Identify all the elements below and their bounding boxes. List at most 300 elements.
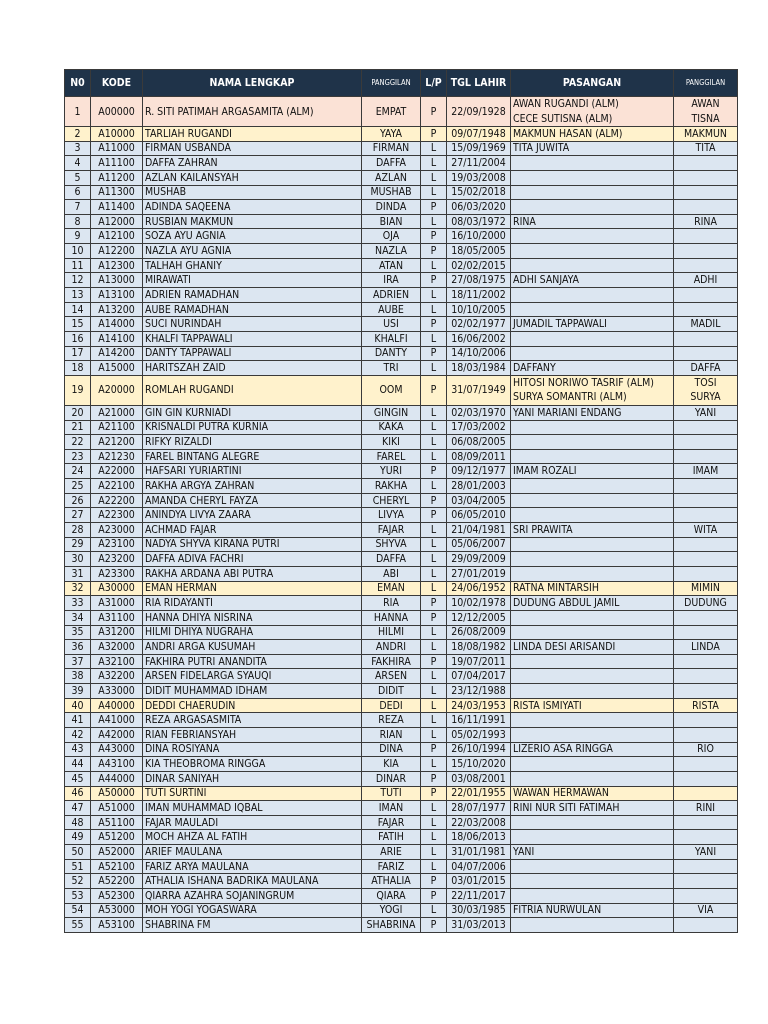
cell-tgl-lahir: 02/02/2015 xyxy=(447,258,511,273)
cell-pasangan xyxy=(511,566,674,581)
cell-panggilan: DAFFA xyxy=(362,156,421,171)
cell-pasangan: IMAM ROZALI xyxy=(511,464,674,479)
cell-tgl-lahir: 06/03/2020 xyxy=(447,200,511,215)
cell-nama-lengkap: MOCH AHZA AL FATIH xyxy=(143,830,362,845)
cell-lp: L xyxy=(421,331,447,346)
table-row xyxy=(65,508,738,523)
cell-panggilan: ARSEN xyxy=(362,669,421,684)
cell-tgl-lahir: 18/08/1982 xyxy=(447,640,511,655)
cell-tgl-lahir: 02/03/1970 xyxy=(447,405,511,420)
cell-pasangan: DUDUNG ABDUL JAMIL xyxy=(511,596,674,611)
cell-no: 7 xyxy=(65,200,91,215)
cell-pasangan xyxy=(511,420,674,435)
cell-nama-lengkap: ARIEF MAULANA xyxy=(143,845,362,860)
cell-kode: A12200 xyxy=(91,244,143,259)
cell-tgl-lahir: 19/07/2011 xyxy=(447,654,511,669)
table-row xyxy=(65,610,738,625)
cell-nama-lengkap: NAZLA AYU AGNIA xyxy=(143,244,362,259)
cell-panggilan: OJA xyxy=(362,229,421,244)
cell-panggilan: HILMI xyxy=(362,625,421,640)
cell-lp: L xyxy=(421,581,447,596)
cell-tgl-lahir: 10/10/2005 xyxy=(447,302,511,317)
cell-nama-lengkap: MIRAWATI xyxy=(143,273,362,288)
cell-nama-lengkap: DINAR SANIYAH xyxy=(143,771,362,786)
cell-kode: A21200 xyxy=(91,435,143,450)
cell-nama-lengkap: HAFSARI YURIARTINI xyxy=(143,464,362,479)
cell-nama-lengkap: IMAN MUHAMMAD IQBAL xyxy=(143,801,362,816)
table-row xyxy=(65,156,738,171)
cell-panggilan-pasangan: YANI xyxy=(674,845,738,860)
cell-no: 41 xyxy=(65,713,91,728)
cell-pasangan xyxy=(511,684,674,699)
col-header-panggilan: PANGGILAN xyxy=(362,70,421,97)
table-row xyxy=(65,479,738,494)
cell-panggilan: DIDIT xyxy=(362,684,421,699)
table-row xyxy=(65,141,738,156)
cell-kode: A32100 xyxy=(91,654,143,669)
cell-panggilan: KHALFI xyxy=(362,331,421,346)
table-row xyxy=(65,493,738,508)
cell-panggilan: QIARA xyxy=(362,889,421,904)
cell-panggilan-pasangan: MADIL xyxy=(674,317,738,332)
cell-lp: L xyxy=(421,903,447,918)
cell-lp: P xyxy=(421,244,447,259)
cell-kode: A51200 xyxy=(91,830,143,845)
cell-lp: L xyxy=(421,361,447,376)
cell-panggilan-pasangan xyxy=(674,170,738,185)
cell-kode: A53000 xyxy=(91,903,143,918)
cell-panggilan: DINAR xyxy=(362,771,421,786)
cell-no: 12 xyxy=(65,273,91,288)
cell-panggilan-pasangan: TOSI SURYA xyxy=(674,375,738,405)
cell-panggilan: CHERYL xyxy=(362,493,421,508)
cell-tgl-lahir: 22/03/2008 xyxy=(447,815,511,830)
cell-no: 39 xyxy=(65,684,91,699)
cell-kode: A30000 xyxy=(91,581,143,596)
cell-no: 30 xyxy=(65,552,91,567)
cell-no: 34 xyxy=(65,610,91,625)
table-row xyxy=(65,449,738,464)
cell-panggilan-pasangan xyxy=(674,771,738,786)
cell-lp: P xyxy=(421,200,447,215)
cell-kode: A15000 xyxy=(91,361,143,376)
cell-panggilan-pasangan: YANI xyxy=(674,405,738,420)
table-row xyxy=(65,669,738,684)
cell-nama-lengkap: FAKHIRA PUTRI ANANDITA xyxy=(143,654,362,669)
cell-lp: P xyxy=(421,889,447,904)
cell-nama-lengkap: ROMLAH RUGANDI xyxy=(143,375,362,405)
table-row xyxy=(65,405,738,420)
cell-lp: L xyxy=(421,859,447,874)
cell-pasangan xyxy=(511,918,674,933)
cell-kode: A12000 xyxy=(91,214,143,229)
cell-panggilan: ARIE xyxy=(362,845,421,860)
cell-panggilan-pasangan xyxy=(674,493,738,508)
cell-kode: A22000 xyxy=(91,464,143,479)
cell-pasangan: YANI xyxy=(511,845,674,860)
cell-nama-lengkap: RUSBIAN MAKMUN xyxy=(143,214,362,229)
cell-panggilan: RAKHA xyxy=(362,479,421,494)
cell-panggilan-pasangan xyxy=(674,684,738,699)
cell-kode: A23000 xyxy=(91,523,143,538)
cell-lp: L xyxy=(421,449,447,464)
cell-panggilan-pasangan xyxy=(674,258,738,273)
cell-nama-lengkap: ACHMAD FAJAR xyxy=(143,523,362,538)
col-header-nama-lengkap: NAMA LENGKAP xyxy=(143,70,362,97)
cell-no: 40 xyxy=(65,698,91,713)
cell-panggilan-pasangan xyxy=(674,713,738,728)
cell-pasangan: ADHI SANJAYA xyxy=(511,273,674,288)
cell-no: 11 xyxy=(65,258,91,273)
cell-panggilan: HANNA xyxy=(362,610,421,625)
cell-panggilan: KIKI xyxy=(362,435,421,450)
cell-tgl-lahir: 29/09/2009 xyxy=(447,552,511,567)
cell-no: 43 xyxy=(65,742,91,757)
col-header-panggilan-pasangan: PANGGILAN xyxy=(674,70,738,97)
cell-panggilan: ATHALIA xyxy=(362,874,421,889)
cell-pasangan: LINDA DESI ARISANDI xyxy=(511,640,674,655)
cell-panggilan: KAKA xyxy=(362,420,421,435)
cell-no: 10 xyxy=(65,244,91,259)
cell-panggilan-pasangan xyxy=(674,244,738,259)
cell-panggilan-pasangan xyxy=(674,552,738,567)
cell-no: 36 xyxy=(65,640,91,655)
cell-panggilan: YURI xyxy=(362,464,421,479)
cell-tgl-lahir: 03/08/2001 xyxy=(447,771,511,786)
cell-pasangan xyxy=(511,302,674,317)
cell-nama-lengkap: MUSHAB xyxy=(143,185,362,200)
cell-panggilan-pasangan xyxy=(674,757,738,772)
table-row xyxy=(65,317,738,332)
cell-kode: A51100 xyxy=(91,815,143,830)
cell-no: 14 xyxy=(65,302,91,317)
cell-nama-lengkap: GIN GIN KURNIADI xyxy=(143,405,362,420)
cell-no: 46 xyxy=(65,786,91,801)
cell-tgl-lahir: 21/04/1981 xyxy=(447,523,511,538)
cell-panggilan-pasangan xyxy=(674,449,738,464)
cell-no: 55 xyxy=(65,918,91,933)
table-row xyxy=(65,170,738,185)
cell-pasangan: RATNA MINTARSIH xyxy=(511,581,674,596)
table-row xyxy=(65,771,738,786)
cell-nama-lengkap: TUTI SURTINI xyxy=(143,786,362,801)
cell-tgl-lahir: 05/06/2007 xyxy=(447,537,511,552)
cell-panggilan: EMPAT xyxy=(362,97,421,127)
cell-pasangan xyxy=(511,771,674,786)
cell-tgl-lahir: 18/03/1984 xyxy=(447,361,511,376)
cell-pasangan: RINI NUR SITI FATIMAH xyxy=(511,801,674,816)
header-row xyxy=(65,70,738,97)
cell-lp: L xyxy=(421,625,447,640)
cell-panggilan: RIAN xyxy=(362,727,421,742)
cell-lp: P xyxy=(421,127,447,142)
cell-lp: P xyxy=(421,375,447,405)
cell-tgl-lahir: 06/05/2010 xyxy=(447,508,511,523)
cell-panggilan: REZA xyxy=(362,713,421,728)
cell-lp: L xyxy=(421,669,447,684)
cell-lp: L xyxy=(421,185,447,200)
cell-panggilan: IMAN xyxy=(362,801,421,816)
cell-no: 38 xyxy=(65,669,91,684)
cell-lp: L xyxy=(421,537,447,552)
table-row xyxy=(65,200,738,215)
cell-panggilan-pasangan xyxy=(674,479,738,494)
cell-pasangan: DAFFANY xyxy=(511,361,674,376)
cell-panggilan: FARIZ xyxy=(362,859,421,874)
col-header-tgl-lahir: TGL LAHIR xyxy=(447,70,511,97)
cell-panggilan-pasangan xyxy=(674,610,738,625)
cell-panggilan: DAFFA xyxy=(362,552,421,567)
cell-no: 18 xyxy=(65,361,91,376)
cell-panggilan: DINA xyxy=(362,742,421,757)
table-row xyxy=(65,698,738,713)
cell-pasangan xyxy=(511,258,674,273)
table-row xyxy=(65,654,738,669)
cell-no: 53 xyxy=(65,889,91,904)
cell-nama-lengkap: FARIZ ARYA MAULANA xyxy=(143,859,362,874)
cell-no: 52 xyxy=(65,874,91,889)
cell-nama-lengkap: QIARRA AZAHRA SOJANINGRUM xyxy=(143,889,362,904)
cell-no: 50 xyxy=(65,845,91,860)
cell-kode: A12300 xyxy=(91,258,143,273)
cell-kode: A13100 xyxy=(91,288,143,303)
cell-nama-lengkap: DANTY TAPPAWALI xyxy=(143,346,362,361)
cell-tgl-lahir: 12/12/2005 xyxy=(447,610,511,625)
cell-panggilan: FAKHIRA xyxy=(362,654,421,669)
cell-no: 5 xyxy=(65,170,91,185)
cell-lp: L xyxy=(421,552,447,567)
cell-panggilan: FIRMAN xyxy=(362,141,421,156)
col-header-lp: L/P xyxy=(421,70,447,97)
cell-kode: A53100 xyxy=(91,918,143,933)
cell-kode: A23300 xyxy=(91,566,143,581)
cell-tgl-lahir: 19/03/2008 xyxy=(447,170,511,185)
cell-pasangan: RINA xyxy=(511,214,674,229)
cell-kode: A14100 xyxy=(91,331,143,346)
cell-no: 29 xyxy=(65,537,91,552)
cell-kode: A13200 xyxy=(91,302,143,317)
table-row xyxy=(65,830,738,845)
cell-no: 4 xyxy=(65,156,91,171)
cell-nama-lengkap: AMANDA CHERYL FAYZA xyxy=(143,493,362,508)
cell-panggilan-pasangan xyxy=(674,331,738,346)
cell-lp: L xyxy=(421,815,447,830)
table-row xyxy=(65,273,738,288)
family-table xyxy=(64,69,738,933)
cell-panggilan-pasangan xyxy=(674,537,738,552)
cell-kode: A41000 xyxy=(91,713,143,728)
cell-kode: A32000 xyxy=(91,640,143,655)
cell-kode: A00000 xyxy=(91,97,143,127)
cell-no: 23 xyxy=(65,449,91,464)
cell-no: 13 xyxy=(65,288,91,303)
cell-tgl-lahir: 03/04/2005 xyxy=(447,493,511,508)
cell-panggilan-pasangan xyxy=(674,859,738,874)
cell-tgl-lahir: 10/02/1978 xyxy=(447,596,511,611)
cell-lp: L xyxy=(421,258,447,273)
cell-lp: P xyxy=(421,317,447,332)
cell-kode: A11100 xyxy=(91,156,143,171)
cell-lp: L xyxy=(421,698,447,713)
cell-no: 19 xyxy=(65,375,91,405)
cell-tgl-lahir: 27/11/2004 xyxy=(447,156,511,171)
cell-lp: P xyxy=(421,596,447,611)
cell-tgl-lahir: 02/02/1977 xyxy=(447,317,511,332)
cell-pasangan xyxy=(511,170,674,185)
table-row xyxy=(65,214,738,229)
cell-panggilan-pasangan xyxy=(674,435,738,450)
cell-pasangan: JUMADIL TAPPAWALI xyxy=(511,317,674,332)
cell-panggilan-pasangan xyxy=(674,669,738,684)
cell-lp: P xyxy=(421,771,447,786)
cell-no: 16 xyxy=(65,331,91,346)
cell-lp: P xyxy=(421,229,447,244)
table-row xyxy=(65,727,738,742)
table-row xyxy=(65,742,738,757)
cell-lp: P xyxy=(421,786,447,801)
cell-panggilan: AUBE xyxy=(362,302,421,317)
cell-pasangan: FITRIA NURWULAN xyxy=(511,903,674,918)
cell-panggilan-pasangan xyxy=(674,918,738,933)
cell-no: 8 xyxy=(65,214,91,229)
cell-lp: P xyxy=(421,508,447,523)
cell-kode: A52200 xyxy=(91,874,143,889)
cell-lp: L xyxy=(421,830,447,845)
cell-panggilan: SHABRINA xyxy=(362,918,421,933)
cell-lp: L xyxy=(421,713,447,728)
cell-kode: A31100 xyxy=(91,610,143,625)
cell-nama-lengkap: TALHAH GHANIY xyxy=(143,258,362,273)
cell-kode: A10000 xyxy=(91,127,143,142)
cell-tgl-lahir: 26/08/2009 xyxy=(447,625,511,640)
cell-tgl-lahir: 30/03/1985 xyxy=(447,903,511,918)
cell-panggilan-pasangan: LINDA xyxy=(674,640,738,655)
cell-pasangan xyxy=(511,859,674,874)
cell-no: 48 xyxy=(65,815,91,830)
cell-kode: A52000 xyxy=(91,845,143,860)
cell-panggilan: DINDA xyxy=(362,200,421,215)
cell-panggilan: FAJAR xyxy=(362,523,421,538)
cell-panggilan-pasangan: RIO xyxy=(674,742,738,757)
cell-tgl-lahir: 31/07/1949 xyxy=(447,375,511,405)
cell-lp: L xyxy=(421,523,447,538)
cell-kode: A14200 xyxy=(91,346,143,361)
cell-kode: A50000 xyxy=(91,786,143,801)
cell-nama-lengkap: EMAN HERMAN xyxy=(143,581,362,596)
cell-no: 27 xyxy=(65,508,91,523)
cell-kode: A42000 xyxy=(91,727,143,742)
cell-kode: A22200 xyxy=(91,493,143,508)
table-row xyxy=(65,874,738,889)
cell-nama-lengkap: RIFKY RIZALDI xyxy=(143,435,362,450)
cell-pasangan: SRI PRAWITA xyxy=(511,523,674,538)
cell-lp: P xyxy=(421,97,447,127)
cell-panggilan-pasangan xyxy=(674,727,738,742)
cell-panggilan: LIVYA xyxy=(362,508,421,523)
cell-lp: L xyxy=(421,640,447,655)
cell-kode: A52100 xyxy=(91,859,143,874)
cell-no: 33 xyxy=(65,596,91,611)
cell-no: 17 xyxy=(65,346,91,361)
cell-nama-lengkap: HILMI DHIYA NUGRAHA xyxy=(143,625,362,640)
table-row xyxy=(65,640,738,655)
cell-no: 51 xyxy=(65,859,91,874)
cell-tgl-lahir: 27/08/1975 xyxy=(447,273,511,288)
table-row xyxy=(65,302,738,317)
cell-kode: A11400 xyxy=(91,200,143,215)
cell-nama-lengkap: ANINDYA LIVYA ZAARA xyxy=(143,508,362,523)
cell-pasangan xyxy=(511,229,674,244)
cell-nama-lengkap: SHABRINA FM xyxy=(143,918,362,933)
cell-panggilan-pasangan: VIA xyxy=(674,903,738,918)
cell-kode: A22300 xyxy=(91,508,143,523)
cell-lp: P xyxy=(421,918,447,933)
cell-kode: A31000 xyxy=(91,596,143,611)
table-row xyxy=(65,361,738,376)
table-row xyxy=(65,845,738,860)
cell-kode: A40000 xyxy=(91,698,143,713)
cell-panggilan-pasangan: RINI xyxy=(674,801,738,816)
table-row xyxy=(65,464,738,479)
table-row xyxy=(65,566,738,581)
cell-nama-lengkap: AUBE RAMADHAN xyxy=(143,302,362,317)
cell-panggilan: ABI xyxy=(362,566,421,581)
cell-nama-lengkap: RIAN FEBRIANSYAH xyxy=(143,727,362,742)
cell-pasangan xyxy=(511,889,674,904)
cell-pasangan xyxy=(511,200,674,215)
cell-pasangan xyxy=(511,185,674,200)
cell-no: 1 xyxy=(65,97,91,127)
cell-no: 31 xyxy=(65,566,91,581)
cell-panggilan-pasangan xyxy=(674,874,738,889)
cell-pasangan xyxy=(511,537,674,552)
cell-no: 35 xyxy=(65,625,91,640)
table-row xyxy=(65,127,738,142)
cell-no: 2 xyxy=(65,127,91,142)
cell-panggilan: BIAN xyxy=(362,214,421,229)
cell-panggilan: DEDI xyxy=(362,698,421,713)
table-row xyxy=(65,288,738,303)
cell-lp: L xyxy=(421,566,447,581)
cell-no: 9 xyxy=(65,229,91,244)
table-row xyxy=(65,757,738,772)
cell-pasangan xyxy=(511,493,674,508)
cell-pasangan xyxy=(511,346,674,361)
cell-panggilan: YOGI xyxy=(362,903,421,918)
cell-panggilan: DANTY xyxy=(362,346,421,361)
cell-nama-lengkap: ATHALIA ISHANA BADRIKA MAULANA xyxy=(143,874,362,889)
cell-tgl-lahir: 22/09/1928 xyxy=(447,97,511,127)
cell-tgl-lahir: 26/10/1994 xyxy=(447,742,511,757)
cell-nama-lengkap: SUCI NURINDAH xyxy=(143,317,362,332)
cell-panggilan-pasangan: RISTA xyxy=(674,698,738,713)
table-row xyxy=(65,331,738,346)
cell-tgl-lahir: 27/01/2019 xyxy=(447,566,511,581)
cell-tgl-lahir: 22/01/1955 xyxy=(447,786,511,801)
cell-panggilan-pasangan: MAKMUN xyxy=(674,127,738,142)
cell-tgl-lahir: 17/03/2002 xyxy=(447,420,511,435)
cell-panggilan: ANDRI xyxy=(362,640,421,655)
cell-panggilan-pasangan xyxy=(674,815,738,830)
table-row xyxy=(65,185,738,200)
table-body xyxy=(65,97,738,933)
table-row xyxy=(65,889,738,904)
cell-no: 47 xyxy=(65,801,91,816)
col-header-pasangan: PASANGAN xyxy=(511,70,674,97)
table-row xyxy=(65,596,738,611)
cell-kode: A21100 xyxy=(91,420,143,435)
cell-panggilan-pasangan: AWAN TISNA xyxy=(674,97,738,127)
